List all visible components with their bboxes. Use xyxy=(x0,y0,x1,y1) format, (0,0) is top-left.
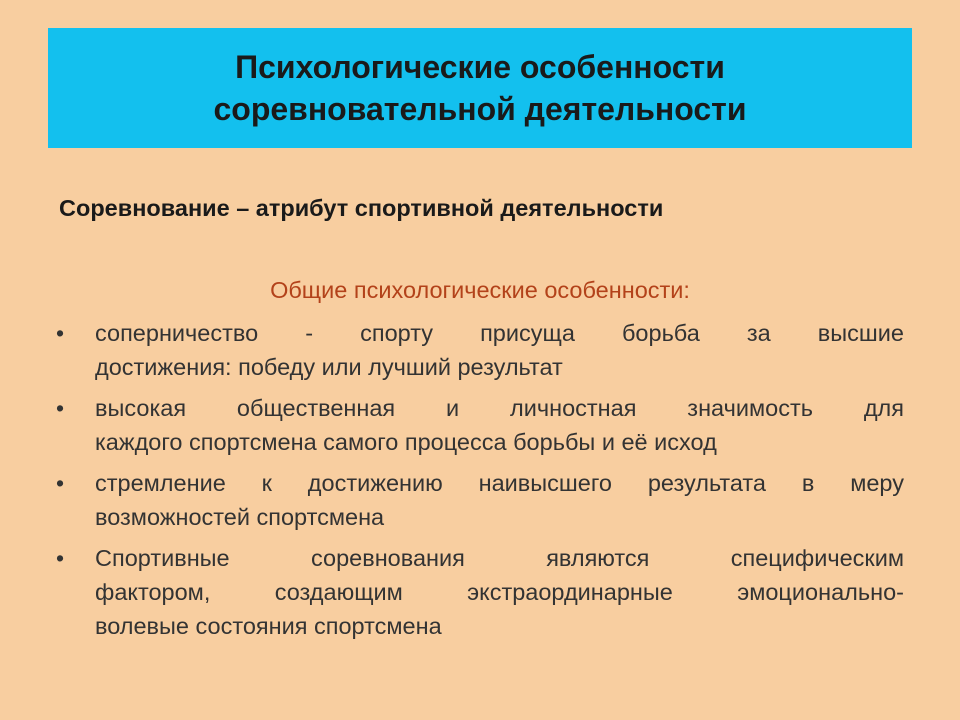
bullet-word: значимость xyxy=(687,395,813,421)
bullet-dot-icon: • xyxy=(56,545,65,571)
bullet-line xyxy=(95,466,904,500)
bullet-dot-icon: • xyxy=(56,470,65,496)
section-heading: Общие психологические особенности: xyxy=(270,277,690,303)
bullet-word: для xyxy=(863,395,904,421)
bullet-word: за xyxy=(746,320,771,346)
bullet-line: каждого спортсмена самого процесса борьбы и её исход xyxy=(95,429,717,455)
bullet-word: высокая xyxy=(95,395,187,421)
bullet-line xyxy=(95,541,904,575)
bullet-word: борьба xyxy=(621,320,700,346)
bullet-word: эмоционально- xyxy=(737,579,904,605)
bullet-word: достижению xyxy=(307,470,443,496)
bullet-word: в xyxy=(801,470,815,496)
subtitle: Соревнование – атрибут спортивной деятельности xyxy=(59,195,664,221)
bullet-item-1 xyxy=(56,316,904,384)
bullet-dot-icon: • xyxy=(56,320,65,346)
bullet-item-4 xyxy=(56,541,904,643)
bullet-word: к xyxy=(261,470,272,496)
bullet-word: специфическим xyxy=(730,545,904,571)
title-line-2: соревновательной деятельности xyxy=(213,91,747,127)
bullet-line xyxy=(95,316,904,350)
title-line-1: Психологические особенности xyxy=(235,49,725,85)
bullet-word: являются xyxy=(546,545,650,571)
bullet-word: высшие xyxy=(817,320,904,346)
bullet-word: общественная xyxy=(236,395,396,421)
bullet-word: экстраординарные xyxy=(467,579,673,605)
bullet-word: стремление xyxy=(95,470,226,496)
bullet-word: создающим xyxy=(274,579,403,605)
bullet-line: волевые состояния спортсмена xyxy=(95,613,442,639)
bullet-list xyxy=(56,316,904,650)
bullet-text xyxy=(95,391,904,459)
bullet-dot-icon: • xyxy=(56,395,65,421)
bullet-text xyxy=(95,316,904,384)
bullet-word: соперничество xyxy=(95,320,259,346)
bullet-line xyxy=(95,575,904,609)
bullet-line xyxy=(95,391,904,425)
bullet-word: меру xyxy=(850,470,904,496)
bullet-item-3 xyxy=(56,466,904,534)
bullet-word: - xyxy=(305,320,314,346)
bullet-word: и xyxy=(446,395,460,421)
bullet-word: Спортивные xyxy=(95,545,230,571)
bullet-word: наивысшего xyxy=(478,470,612,496)
bullet-line: достижения: победу или лучший результат xyxy=(95,354,563,380)
bullet-word: присуща xyxy=(480,320,575,346)
bullet-text xyxy=(95,466,904,534)
bullet-word: результата xyxy=(647,470,766,496)
title-banner xyxy=(48,28,912,148)
bullet-word: фактором, xyxy=(95,579,211,605)
bullet-item-2 xyxy=(56,391,904,459)
bullet-text xyxy=(95,541,904,643)
bullet-word: личностная xyxy=(510,395,637,421)
bullet-word: спорту xyxy=(360,320,434,346)
bullet-word: соревнования xyxy=(310,545,465,571)
bullet-line: возможностей спортсмена xyxy=(95,504,385,530)
